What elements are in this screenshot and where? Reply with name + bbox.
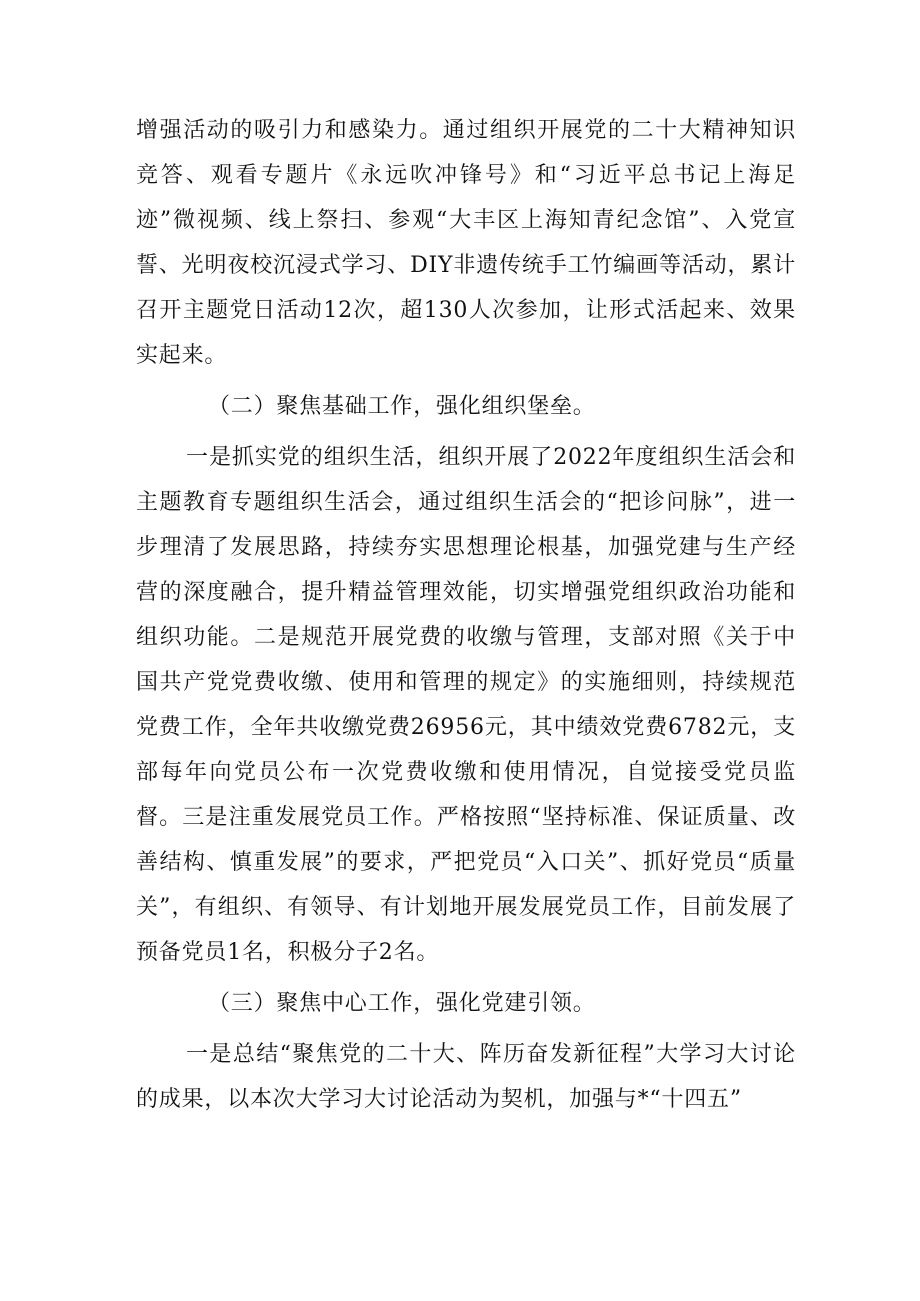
paragraph-activities: 增强活动的吸引力和感染力。通过组织开展党的二十大精神知识竞答、观看专题片《永远吹冲锋号》和“习近平总书记上海足迹”微视频、线上祭扫、参观“大丰区上海知青纪念馆”、入党宣誓、光明夜校沉浸式学习、DIY非遗传统手工竹编画等活动，累计召开主题党日活动12次，超130人次参加，让形式活起来、效果实起来。	[136, 118, 796, 368]
paragraph-central-work: 一是总结“聚焦党的二十大、阵历奋发新征程”大学习大讨论的成果，以本次大学习大讨论活动为契机，加强与*“十四五”	[136, 1042, 796, 1112]
section-heading-3: （三）聚焦中心工作，强化党建引领。	[208, 991, 596, 1016]
document-body	[136, 108, 796, 1122]
section-heading-2: （二）聚焦基础工作，强化组织堡垒。	[208, 394, 596, 419]
paragraph-basic-work: 一是抓实党的组织生活，组织开展了2022年度组织生活会和主题教育专题组织生活会，通过组织生活会的“把诊问脉”，进一步理清了发展思路，持续夯实思想理论根基，加强党建与生产经营的深度融合，提升精益管理效能，切实增强党组织政治功能和组织功能。二是规范开展党费的收缴与管理，支部对照《关于中国共产党党费收缴、使用和管理的规定》的实施细则，持续规范党费工作，全年共收缴党费26956元，其中绩效党费6782元，支部每年向党员公布一次党费收缴和使用情况，自觉接受党员监督。三是注重发展党员工作。严格按照“坚持标准、保证质量、改善结构、慎重发展”的要求，严把党员“入口关”、抓好党员“质量关”，有组织、有领导、有计划地开展发展党员工作，目前发展了预备党员1名，积极分子2名。	[136, 445, 796, 965]
